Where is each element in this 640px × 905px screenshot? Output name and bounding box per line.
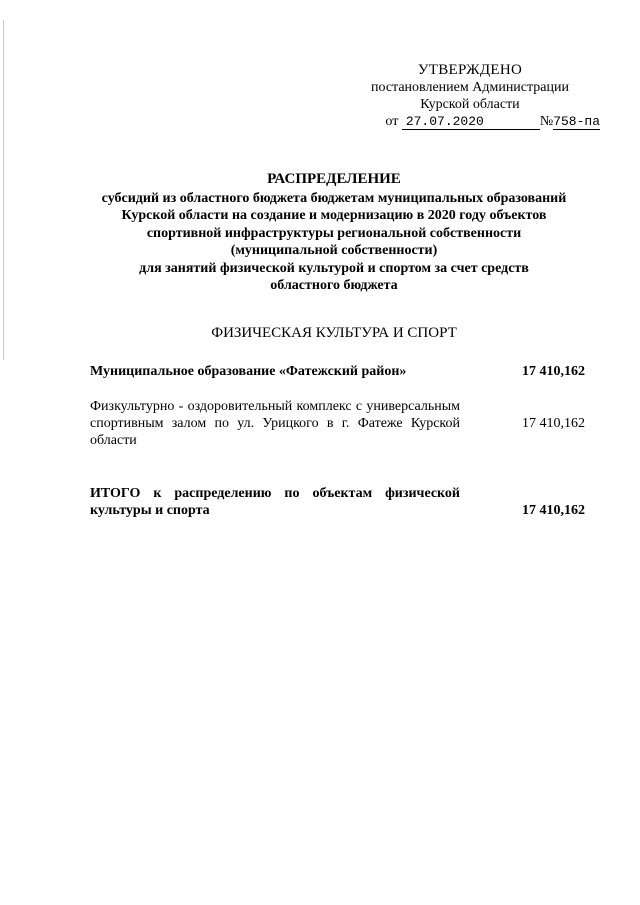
title-line: спортивной инфраструктуры региональной собственности [146, 225, 522, 241]
title-line: областного бюджета [270, 278, 398, 293]
approval-date-line [340, 113, 600, 130]
approval-line-1: постановлением Администрации [371, 80, 569, 95]
object-amount: 17 410,162 [522, 416, 585, 431]
total-amount: 17 410,162 [522, 503, 585, 518]
title-line: субсидий из областного бюджета бюджетам муниципальных образований [101, 190, 567, 206]
title-line: для занятий физической культурой и спортом за счет средств [139, 260, 529, 276]
municipality-name: Муниципальное образование «Фатежский район» [90, 364, 407, 379]
document-title [70, 171, 598, 295]
total-row [90, 485, 585, 519]
municipality-amount: 17 410,162 [522, 364, 585, 379]
date-prefix: от [385, 114, 399, 129]
approval-block [340, 62, 600, 130]
municipality-row [90, 363, 585, 380]
approval-stamp: УТВЕРЖДЕНО [417, 62, 523, 78]
approval-line-2: Курской области [420, 97, 520, 112]
title-main: РАСПРЕДЕЛЕНИЕ [267, 171, 401, 187]
object-description: Физкультурно - оздоровительный комплекс с универсальным спортивным залом по ул. Урицкого в г. Фатеже Курской области [90, 399, 460, 448]
section-title: ФИЗИЧЕСКАЯ КУЛЬТУРА И СПОРТ [211, 325, 457, 341]
title-line: (муниципальной собственности) [230, 243, 438, 258]
scan-margin-line [3, 20, 4, 360]
approval-date: 27.07.2020 [402, 115, 540, 130]
title-line: Курской области на создание и модернизацию в 2020 году объектов [121, 208, 547, 223]
object-row [90, 398, 585, 449]
total-label: ИТОГО к распределению по объектам физической культуры и спорта [90, 486, 460, 518]
approval-number: 758-па [553, 114, 600, 129]
number-prefix: № [539, 114, 554, 129]
